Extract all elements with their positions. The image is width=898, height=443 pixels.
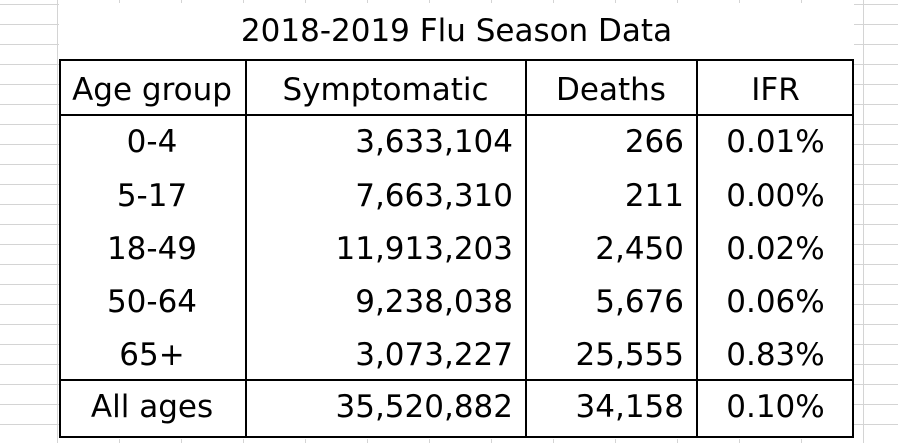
cell-symptomatic[interactable]: 11,913,203	[335, 231, 513, 267]
cell-ifr[interactable]: 0.06%	[726, 284, 825, 320]
cell-age[interactable]: 50-64	[106, 284, 198, 320]
cell-ifr[interactable]: 0.01%	[726, 124, 825, 160]
cell-ifr[interactable]: 0.83%	[726, 337, 825, 373]
column-divider	[245, 59, 247, 438]
table-left-border	[59, 59, 61, 438]
total-top-border	[59, 379, 854, 381]
cell-ifr[interactable]: 0.00%	[726, 178, 825, 214]
cell-age[interactable]: 65+	[119, 337, 185, 373]
cell-deaths[interactable]: 2,450	[595, 231, 684, 267]
total-age[interactable]: All ages	[90, 389, 214, 425]
header-ifr[interactable]: IFR	[751, 71, 800, 108]
column-divider	[525, 59, 527, 438]
column-divider	[696, 59, 698, 438]
flu-season-table	[59, 3, 854, 439]
cell-deaths[interactable]: 211	[624, 178, 684, 214]
cell-age[interactable]: 0-4	[126, 124, 178, 160]
cell-symptomatic[interactable]: 3,073,227	[355, 337, 513, 373]
cell-deaths[interactable]: 5,676	[595, 284, 684, 320]
cell-deaths[interactable]: 25,555	[575, 337, 684, 373]
header-deaths[interactable]: Deaths	[556, 71, 666, 108]
total-bottom-border	[59, 436, 854, 438]
cell-age[interactable]: 5-17	[116, 178, 188, 214]
cell-symptomatic[interactable]: 7,663,310	[355, 178, 513, 214]
header-symptomatic[interactable]: Symptomatic	[282, 71, 489, 108]
header-bottom-border	[59, 114, 854, 116]
header-top-border	[59, 59, 854, 61]
total-ifr[interactable]: 0.10%	[726, 389, 825, 425]
total-deaths[interactable]: 34,158	[575, 389, 684, 425]
table-title[interactable]: 2018-2019 Flu Season Data	[240, 13, 673, 49]
cell-symptomatic[interactable]: 9,238,038	[355, 284, 513, 320]
cell-symptomatic[interactable]: 3,633,104	[355, 124, 513, 160]
header-age-group[interactable]: Age group	[72, 71, 232, 108]
cell-deaths[interactable]: 266	[624, 124, 684, 160]
total-symptomatic[interactable]: 35,520,882	[335, 389, 513, 425]
cell-age[interactable]: 18-49	[106, 231, 198, 267]
cell-ifr[interactable]: 0.02%	[726, 231, 825, 267]
table-right-border	[852, 59, 854, 438]
